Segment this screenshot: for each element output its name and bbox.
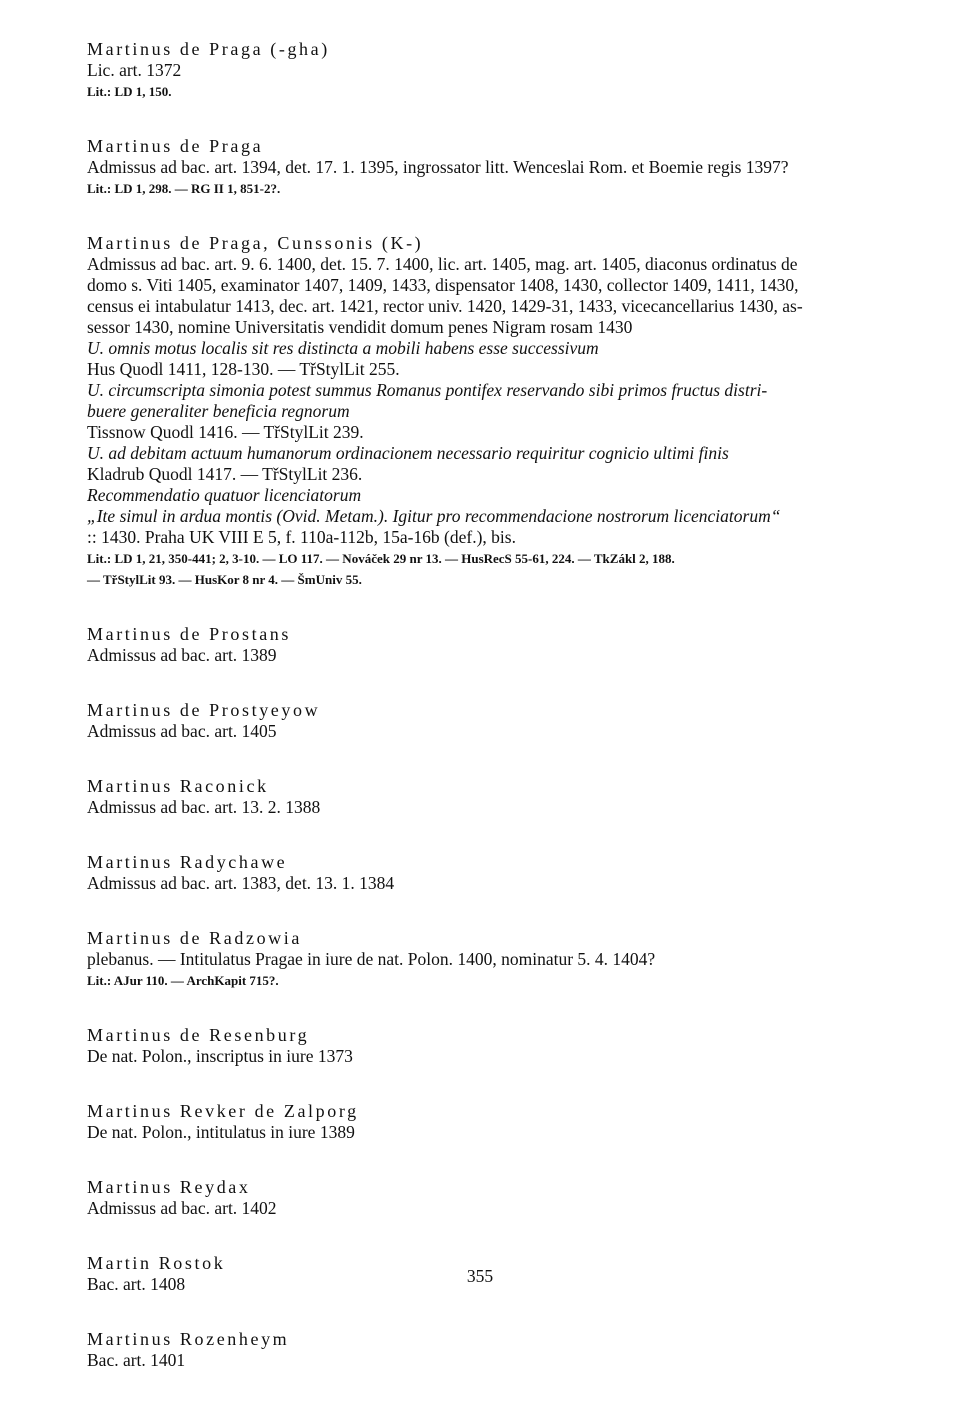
entries-list (87, 38, 907, 1404)
entry (87, 851, 907, 894)
entry (87, 1100, 907, 1143)
entry-detail: :: 1430. Praha UK VIII E 5, f. 110a-112b, 15a-16b (def.), bis. (87, 527, 516, 547)
entry-detail: De nat. Polon., inscriptus in iure 1373 (87, 1046, 353, 1066)
entry (87, 927, 907, 991)
entry-literature: Lit.: LD 1, 150. (87, 84, 172, 99)
entry (87, 1176, 907, 1219)
entry-detail: sessor 1430, nomine Universitatis vendidit domum penes Nigram rosam 1430 (87, 317, 633, 337)
entry-name: Martinus de Praga, Cunssonis (K-) (87, 233, 424, 253)
entry-detail: De nat. Polon., intitulatus in iure 1389 (87, 1122, 355, 1142)
entry-quote: Recommendatio quatuor licenciatorum (87, 485, 362, 505)
entry-detail: Admissus ad bac. art. 13. 2. 1388 (87, 797, 321, 817)
entry-detail: Lic. art. 1372 (87, 60, 182, 80)
entry-literature: Lit.: LD 1, 21, 350-441; 2, 3-10. — LO 117. — Nováček 29 nr 13. — HusRecS 55-61, 224. — TkZákl 2, 188. (87, 551, 675, 566)
entry-detail: Bac. art. 1401 (87, 1350, 186, 1370)
entry-name: Martinus Radychawe (87, 852, 288, 872)
entry-name: Martinus Rozenheym (87, 1329, 290, 1349)
entry (87, 232, 907, 590)
entry-detail: census ei intabulatur 1413, dec. art. 1421, rector univ. 1420, 1429-31, 1433, vicecancellarius 1430, as- (87, 296, 803, 316)
entry-quote: „Ite simul in ardua montis (Ovid. Metam.). Igitur pro recommendacione nostrorum licenciatorum“ (87, 506, 781, 526)
entry-detail: Admissus ad bac. art. 1394, det. 17. 1. 1395, ingrossator litt. Wenceslai Rom. et Boemie regis 1397? (87, 157, 789, 177)
entry-name: Martinus de Radzowia (87, 928, 302, 948)
entry-literature: — TřStylLit 93. — HusKor 8 nr 4. — ŠmUniv 55. (87, 572, 362, 587)
entry (87, 775, 907, 818)
entry-detail: domo s. Viti 1405, examinator 1407, 1409, 1433, dispensator 1408, 1430, collector 1409, 1411, 1430, (87, 275, 799, 295)
entry-name: Martinus Raconick (87, 776, 269, 796)
entry-quote: U. ad debitam actuum humanorum ordinacionem necessario requiritur cognicio ultimi finis (87, 443, 729, 463)
entry-name: Martinus de Prostyeyow (87, 700, 321, 720)
entry-detail: Admissus ad bac. art. 9. 6. 1400, det. 15. 7. 1400, lic. art. 1405, mag. art. 1405, diaconus ordinatus de (87, 254, 798, 274)
entry-detail: Admissus ad bac. art. 1402 (87, 1198, 277, 1218)
entry (87, 699, 907, 742)
entry-name: Martinus Revker de Zalporg (87, 1101, 359, 1121)
entry-literature: Lit.: LD 1, 298. — RG II 1, 851-2?. (87, 181, 281, 196)
entry-name: Martinus de Praga (-gha) (87, 39, 330, 59)
entry-quote: U. circumscripta simonia potest summus Romanus pontifex reservando sibi primos fructus distri- (87, 380, 768, 400)
entry-name: Martinus de Praga (87, 136, 264, 156)
entry-detail: Admissus ad bac. art. 1389 (87, 645, 277, 665)
entry-quote: buere generaliter beneficia regnorum (87, 401, 350, 421)
entry-name: Martinus Reydax (87, 1177, 251, 1197)
entry-detail: Tissnow Quodl 1416. — TřStylLit 239. (87, 422, 364, 442)
entry (87, 1328, 907, 1371)
entry (87, 135, 907, 199)
entry-literature: Lit.: AJur 110. — ArchKapit 715?. (87, 973, 279, 988)
entry-detail: Kladrub Quodl 1417. — TřStylLit 236. (87, 464, 363, 484)
entry (87, 38, 907, 102)
entry-detail: Hus Quodl 1411, 128-130. — TřStylLit 255. (87, 359, 400, 379)
entry-name: Martinus de Prostans (87, 624, 291, 644)
entry-name: Martinus de Resenburg (87, 1025, 310, 1045)
entry-detail: Admissus ad bac. art. 1405 (87, 721, 277, 741)
entry (87, 623, 907, 666)
entry-name: Martin Rostok (87, 1253, 226, 1273)
entry-quote: U. omnis motus localis sit res distincta a mobili habens esse successivum (87, 338, 599, 358)
entry-detail: Admissus ad bac. art. 1383, det. 13. 1. 1384 (87, 873, 395, 893)
entry-detail: plebanus. — Intitulatus Pragae in iure de nat. Polon. 1400, nominatur 5. 4. 1404? (87, 949, 656, 969)
entry-detail: Bac. art. 1408 (87, 1274, 186, 1294)
entry (87, 1024, 907, 1067)
page-number: 355 (466, 1266, 494, 1286)
